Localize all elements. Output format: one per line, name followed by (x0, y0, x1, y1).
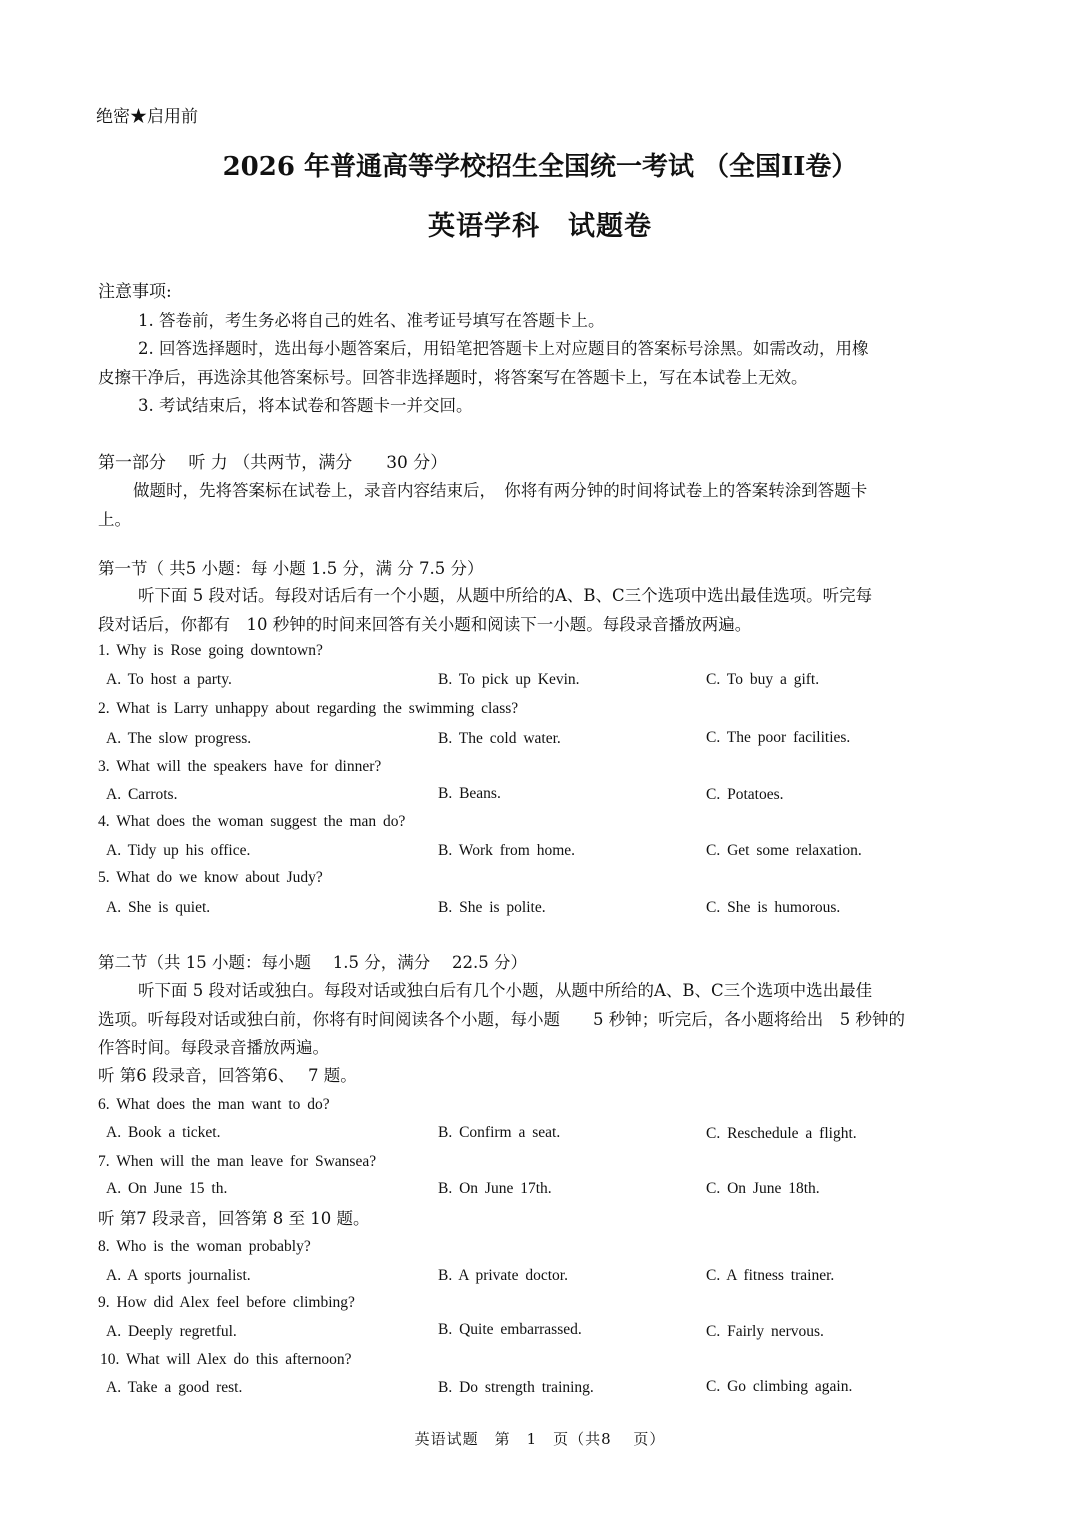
question-10-option-b: B. Do strength training. (438, 1379, 594, 1396)
question-9: 9. How did Alex feel before climbing? (98, 1294, 355, 1311)
question-8-option-b: B. A private doctor. (438, 1267, 568, 1284)
question-9-option-b: B. Quite embarrassed. (438, 1321, 582, 1338)
question-1-option-c: C. To buy a gift. (706, 671, 820, 688)
question-1-option-a: A. To host a party. (106, 671, 232, 688)
notice-item-3: 3. 考试结束后，将本试卷和答题卡一并交回。 (138, 396, 473, 415)
segment-7-instruction: 听 第7 段录音，回答第 8 至 10 题。 (98, 1209, 370, 1228)
section-two-heading: 第二节（共 15 小题：每小题 1.5 分，满分 22.5 分） (98, 953, 527, 972)
question-6: 6. What does the man want to do? (98, 1096, 330, 1113)
section-one-intro: 听下面 5 段对话。每段对话后有一个小题，从题中所给的A、B、C三个选项中选出最佳选项。听完每 (138, 586, 873, 605)
section-one-intro-cont: 段对话后，你都有 10 秒钟的时间来回答有关小题和阅读下一小题。每段录音播放两遍。 (98, 615, 752, 634)
section-two-intro-end: 作答时间。每段录音播放两遍。 (98, 1038, 329, 1057)
exam-subtitle: 英语学科 试题卷 (428, 211, 652, 242)
question-3: 3. What will the speakers have for dinner? (98, 758, 382, 775)
confidential-mark: 绝密★启用前 (96, 107, 198, 127)
question-8: 8. Who is the woman probably? (98, 1238, 311, 1255)
question-3-option-c: C. Potatoes. (706, 786, 784, 803)
question-7: 7. When will the man leave for Swansea? (98, 1153, 377, 1170)
question-2-option-c: C. The poor facilities. (706, 729, 851, 746)
question-2-option-a: A. The slow progress. (106, 730, 252, 747)
question-4-option-b: B. Work from home. (438, 842, 576, 859)
question-8-option-c: C. A fitness trainer. (706, 1267, 835, 1284)
section-two-intro: 听下面 5 段对话或独白。每段对话或独白后有几个小题，从题中所给的A、B、C三个选项中选出最佳 (138, 981, 873, 1000)
question-6-option-c: C. Reschedule a flight. (706, 1125, 857, 1142)
question-5-option-a: A. She is quiet. (106, 899, 211, 916)
question-8-option-a: A. A sports journalist. (106, 1267, 251, 1284)
question-5-option-c: C. She is humorous. (706, 899, 841, 916)
notice-item-2-cont: 皮擦干净后，再选涂其他答案标号。回答非选择题时，将答案写在答题卡上，写在本试卷上无效。 (98, 368, 808, 387)
question-10-option-a: A. Take a good rest. (106, 1379, 243, 1396)
exam-title: 2026 年普通高等学校招生全国统一考试 （全国II卷） (222, 152, 858, 182)
question-10-option-c: C. Go climbing again. (706, 1378, 853, 1395)
question-9-option-a: A. Deeply regretful. (106, 1323, 237, 1340)
question-10: 10. What will Alex do this afternoon? (100, 1351, 352, 1368)
notice-item-2: 2. 回答选择题时，选出每小题答案后，用铅笔把答题卡上对应题目的答案标号涂黑。如需改动，用橡 (138, 339, 869, 358)
part-one-heading: 第一部分 听 力 （共两节，满分 30 分） (98, 453, 448, 473)
question-5-option-b: B. She is polite. (438, 899, 546, 916)
question-9-option-c: C. Fairly nervous. (706, 1323, 824, 1340)
segment-6-instruction: 听 第6 段录音，回答第6、 7 题。 (98, 1066, 357, 1085)
section-one-heading: 第一节（ 共5 小题：每 小题 1.5 分，满 分 7.5 分） (98, 559, 484, 578)
question-6-option-a: A. Book a ticket. (106, 1124, 221, 1141)
question-1-option-b: B. To pick up Kevin. (438, 671, 580, 688)
question-3-option-a: A. Carrots. (106, 786, 178, 803)
notice-item-1: 1. 答卷前，考生务必将自己的姓名、准考证号填写在答题卡上。 (138, 311, 605, 330)
question-7-option-c: C. On June 18th. (706, 1180, 820, 1197)
question-4-option-c: C. Get some relaxation. (706, 842, 862, 859)
question-3-option-b: B. Beans. (438, 785, 501, 802)
question-6-option-b: B. Confirm a seat. (438, 1124, 561, 1141)
question-7-option-a: A. On June 15 th. (106, 1180, 228, 1197)
question-4: 4. What does the woman suggest the man do? (98, 813, 406, 830)
question-1: 1. Why is Rose going downtown? (98, 642, 323, 659)
question-2: 2. What is Larry unhappy about regarding the swimming class? (98, 700, 519, 717)
question-2-option-b: B. The cold water. (438, 730, 561, 747)
part-one-intro-cont: 上。 (98, 510, 131, 529)
question-7-option-b: B. On June 17th. (438, 1180, 552, 1197)
question-5: 5. What do we know about Judy? (98, 869, 323, 886)
section-two-intro-cont: 选项。听每段对话或独白前，你将有时间阅读各个小题，每小题 5 秒钟；听完后，各小题将给出 5 秒钟的 (98, 1010, 905, 1029)
question-4-option-a: A. Tidy up his office. (106, 842, 251, 859)
page-footer: 英语试题 第 1 页（共8 页） (414, 1430, 666, 1448)
notice-heading: 注意事项: (98, 282, 172, 302)
part-one-intro: 做题时，先将答案标在试卷上，录音内容结束后， 你将有两分钟的时间将试卷上的答案转涂到答题卡 (133, 481, 868, 500)
